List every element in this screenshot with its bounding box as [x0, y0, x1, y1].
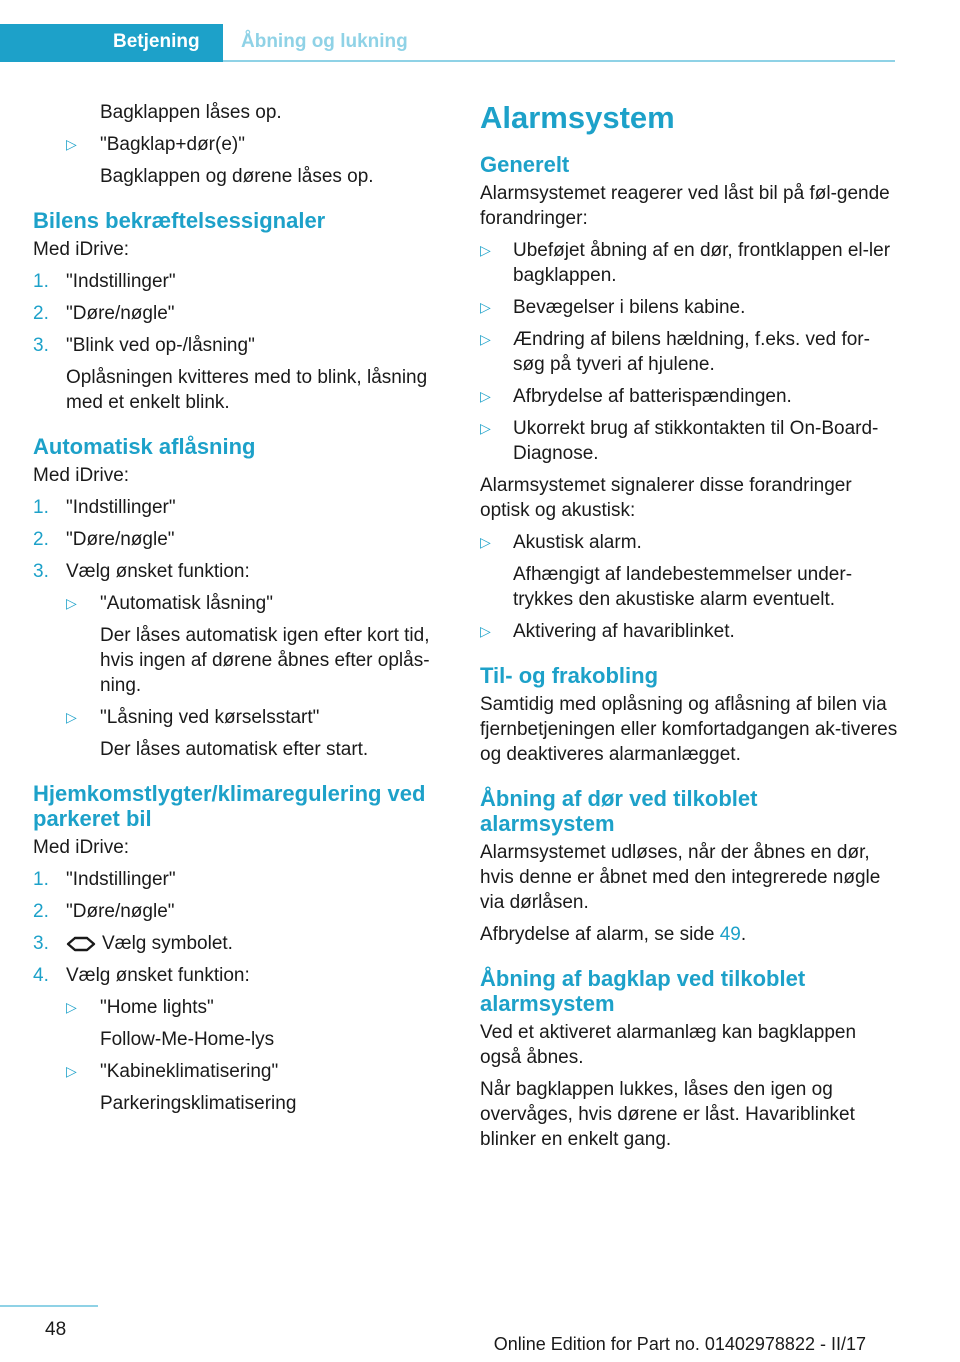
header-chapter: Åbning og lukning	[241, 31, 408, 52]
bullet-list	[66, 591, 451, 762]
bullet-list	[480, 530, 898, 644]
list-item: 3. Vælg symbolet.	[33, 933, 233, 954]
edition-note: Online Edition for Part no. 01402978822 - II/17	[493, 1334, 866, 1354]
list-item: ▷ "Kabineklimatisering" Parkeringsklimatisering	[66, 1061, 297, 1114]
list-item: 4. Vælg ønsket funktion: ▷ "Home lights" Follow-Me-Home-lys ▷ "Kabineklimatisering" Parkeringsklimatisering	[33, 963, 451, 1116]
list-item: ▷ Ukorrekt brug af stikkontakten til On-Board-Diagnose.	[480, 418, 879, 464]
paragraph: Ved et aktiveret alarmanlæg kan bagklappen også åbnes.	[480, 1022, 857, 1068]
bullet-list	[66, 995, 451, 1116]
bullet-list	[66, 132, 451, 189]
bullet-icon: ▷	[480, 299, 491, 315]
list-item: ▷ "Automatisk låsning" Der låses automatisk igen efter kort tid, hvis ingen af dørene åbnes efter oplås-ning.	[66, 593, 430, 696]
numbered-list	[33, 495, 451, 762]
bullet-icon: ▷	[66, 999, 77, 1015]
page-link[interactable]: 49	[719, 924, 741, 945]
paragraph: Bagklappen låses op.	[100, 102, 282, 123]
list-item: 1. "Indstillinger"	[33, 497, 176, 518]
section-heading: Automatisk aflåsning	[33, 434, 256, 459]
list-item: 2. "Døre/nøgle"	[33, 529, 175, 550]
list-item: 2. "Døre/nøgle"	[33, 901, 175, 922]
list-item: ▷ "Home lights" Follow-Me-Home-lys	[66, 997, 275, 1050]
section-heading: Generelt	[480, 152, 570, 177]
list-item: 3. Vælg ønsket funktion: ▷ "Automatisk låsning" Der låses automatisk igen efter kort tid, hvis ingen af dørene åbnes efter oplås-ning. ▷ "Låsning ved kørselsstart" Der låses automatisk efter start.	[33, 559, 451, 762]
paragraph: Alarmsystemet udløses, når der åbnes en dør, hvis denne er åbnet med den integrerede nøgle via dørlåsen.	[480, 842, 881, 913]
left-column	[33, 100, 451, 1123]
list-item: ▷ Afbrydelse af batterispændingen.	[480, 386, 792, 407]
list-item: 3. "Blink ved op-/låsning" Oplåsningen kvitteres med to blink, låsning med et enkelt blink.	[33, 335, 428, 413]
list-item: 1. "Indstillinger"	[33, 869, 176, 890]
list-item: ▷ Ændring af bilens hældning, f.eks. ved for-søg på tyveri af hjulene.	[480, 329, 870, 375]
bullet-list	[480, 238, 898, 466]
bullet-icon: ▷	[480, 623, 491, 639]
bullet-icon: ▷	[480, 420, 491, 436]
list-item: ▷ "Låsning ved kørselsstart" Der låses automatisk efter start.	[66, 707, 369, 760]
section-heading: Til- og frakobling	[480, 663, 659, 688]
paragraph: Afbrydelse af alarm, se side 49.	[480, 924, 747, 945]
list-item: 1. "Indstillinger"	[33, 271, 176, 292]
chevron-icon	[66, 936, 96, 952]
paragraph: Alarmsystemet signalerer disse forandringer optisk og akustisk:	[480, 475, 852, 521]
bullet-icon: ▷	[66, 1063, 77, 1079]
footer-rule	[0, 1305, 98, 1307]
paragraph: Samtidig med oplåsning og aflåsning af bilen via fjernbetjeningen eller komfortadgangen ak-tiveres og deaktiveres alarmanlægget.	[480, 694, 898, 765]
list-item: ▷ Ubeføjet åbning af en dør, frontklappen el-ler bagklappen.	[480, 240, 891, 286]
numbered-list	[33, 269, 451, 415]
bullet-icon: ▷	[480, 534, 491, 550]
bullet-icon: ▷	[66, 136, 77, 152]
paragraph: Når bagklappen lukkes, låses den igen og overvåges, hvis dørene er låst. Havariblinket blinker en enkelt gang.	[480, 1079, 855, 1150]
header-rule	[223, 60, 895, 62]
header-section: Betjening	[113, 31, 200, 52]
list-item: ▷ "Bagklap+dør(e)" Bagklappen og dørene låses op.	[66, 134, 374, 187]
section-heading: Bilens bekræftelsessignaler	[33, 208, 326, 233]
list-item: ▷ Aktivering af havariblinket.	[480, 621, 735, 642]
bullet-icon: ▷	[480, 388, 491, 404]
paragraph: Med iDrive:	[33, 239, 130, 260]
list-item: ▷ Bevægelser i bilens kabine.	[480, 297, 746, 318]
numbered-list	[33, 867, 451, 1116]
section-heading: Hjemkomstlygter/klimaregulering ved parkeret bil	[33, 781, 426, 831]
right-column	[480, 100, 898, 1159]
list-item: 2. "Døre/nøgle"	[33, 303, 175, 324]
list-item: ▷ Akustisk alarm. Afhængigt af landebestemmelser under-trykkes den akustiske alarm eventuelt.	[480, 532, 853, 610]
section-heading: Åbning af bagklap ved tilkoblet alarmsystem	[480, 966, 806, 1016]
paragraph: Med iDrive:	[33, 837, 130, 858]
page-title: Alarmsystem	[480, 100, 675, 135]
section-heading: Åbning af dør ved tilkoblet alarmsystem	[480, 786, 758, 836]
bullet-icon: ▷	[66, 595, 77, 611]
bullet-icon: ▷	[480, 331, 491, 347]
paragraph: Med iDrive:	[33, 465, 130, 486]
page-number: 48	[45, 1319, 67, 1340]
bullet-icon: ▷	[480, 242, 491, 258]
bullet-icon: ▷	[66, 709, 77, 725]
paragraph: Alarmsystemet reagerer ved låst bil på føl-gende forandringer:	[480, 183, 890, 229]
